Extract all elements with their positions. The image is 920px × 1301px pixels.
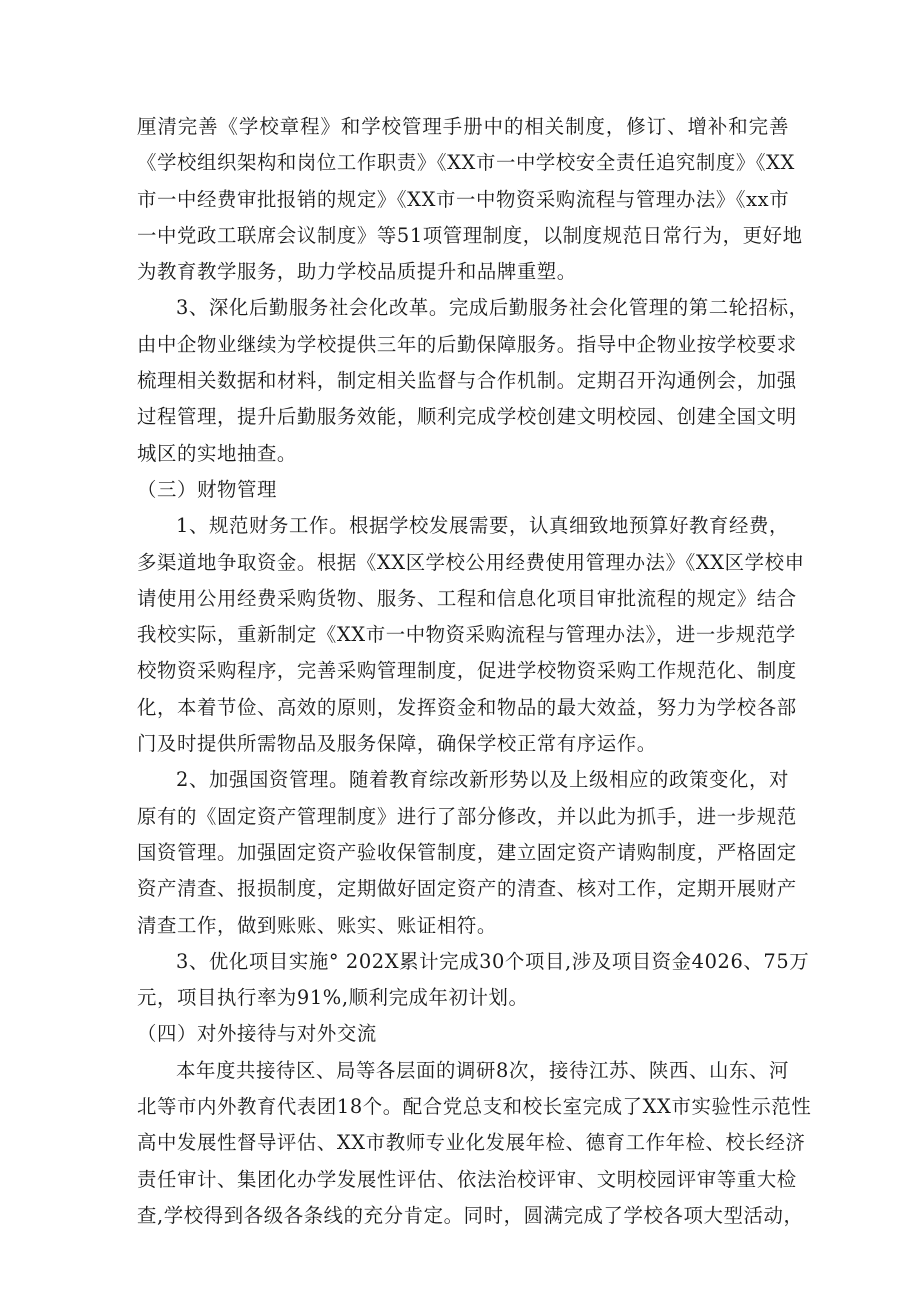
text-line: 3、深化后勤服务社会化改革。完成后勤服务社会化管理的第二轮招标， — [176, 296, 809, 320]
text-line: 为教育教学服务，助力学校品质提升和品牌重塑。 — [137, 260, 577, 284]
text-line: 梳理相关数据和材料，制定相关监督与合作机制。定期召开沟通例会，加强 — [137, 369, 797, 393]
paragraph-management-system — [137, 109, 803, 290]
paragraph-logistics-reform — [137, 290, 809, 471]
text-line: 城区的实地抽查。 — [137, 441, 297, 465]
text-line: 本年度共接待区、局等各层面的调研8次，接待江苏、陕西、山东、河 — [176, 1058, 789, 1082]
text-line: 3、优化项目实施° 202X累计完成30个项目,涉及项目资金4026、75万 — [176, 949, 810, 973]
text-line: 由中企物业继续为学校提供三年的后勤保障服务。指导中企物业按学校要求 — [137, 332, 797, 356]
text-line: 市一中经费审批报销的规定》《XX市一中物资采购流程与管理办法》《xx市 — [137, 187, 790, 211]
paragraph-asset-management — [137, 762, 797, 943]
text-line: 一中党政工联席会议制度》等51项管理制度，以制度规范日常行为，更好地 — [137, 223, 803, 247]
text-line: 北等市内外教育代表团18个。配合党总支和校长室完成了XX市实验性示范性 — [137, 1095, 812, 1119]
section-heading-finance: （三）财物管理 — [137, 477, 277, 501]
text-line: 过程管理，提升后勤服务效能，顺利完成学校创建文明校园、创建全国文明 — [137, 405, 797, 429]
section-heading-reception: （四）对外接待与对外交流 — [137, 1022, 377, 1046]
paragraph-project-implementation — [137, 944, 810, 1017]
text-line: 多渠道地争取资金。根据《XX区学校公用经费使用管理办法》《XX区学校申 — [137, 550, 805, 574]
text-line: 资产清查、报损制度，定期做好固定资产的清查、核对工作，定期开展财产 — [137, 877, 797, 901]
paragraph-finance-work — [137, 508, 805, 762]
text-line: 清查工作，做到账账、账实、账证相符。 — [137, 913, 497, 937]
paragraph-reception-exchange — [137, 1053, 812, 1234]
text-line: 厘清完善《学校章程》和学校管理手册中的相关制度，修订、增补和完善 — [137, 115, 789, 138]
text-line: 高中发展性督导评估、XX市教师专业化发展年检、德育工作年检、校长经济 — [137, 1131, 806, 1155]
text-line: 《学校组织架构和岗位工作职责》《XX市一中学校安全责任追究制度》《XX — [137, 151, 795, 175]
document-body — [137, 109, 812, 1234]
text-line: 元，项目执行率为91%,顺利完成年初计划。 — [137, 986, 529, 1010]
text-line: 我校实际，重新制定《XX市一中物资采购流程与管理办法》，进一步规范学 — [137, 623, 796, 647]
text-line: 1、规范财务工作。根据学校发展需要，认真细致地预算好教育经费， — [176, 514, 789, 538]
text-line: 校物资采购程序，完善采购管理制度，促进学校物资采购工作规范化、制度 — [137, 659, 797, 683]
text-line: 门及时提供所需物品及服务保障，确保学校正常有序运作。 — [137, 732, 657, 756]
text-line: 国资管理。加强固定资产验收保管制度，建立固定资产请购制度，严格固定 — [137, 840, 797, 864]
text-line: 查,学校得到各级各条线的充分肯定。同时，圆满完成了学校各项大型活动， — [137, 1203, 804, 1227]
text-line: 请使用公用经费采购货物、服务、工程和信息化项目审批流程的规定》结合 — [137, 586, 797, 610]
text-line: 化，本着节俭、高效的原则，发挥资金和物品的最大效益，努力为学校各部 — [137, 695, 797, 719]
text-line: 2、加强国资管理。随着教育综改新形势以及上级相应的政策变化，对 — [176, 768, 789, 792]
text-line: 原有的《固定资产管理制度》进行了部分修改，并以此为抓手，进一步规范 — [137, 804, 797, 828]
text-line: 责任审计、集团化办学发展性评估、依法治校评审、文明校园评审等重大检 — [137, 1167, 797, 1191]
